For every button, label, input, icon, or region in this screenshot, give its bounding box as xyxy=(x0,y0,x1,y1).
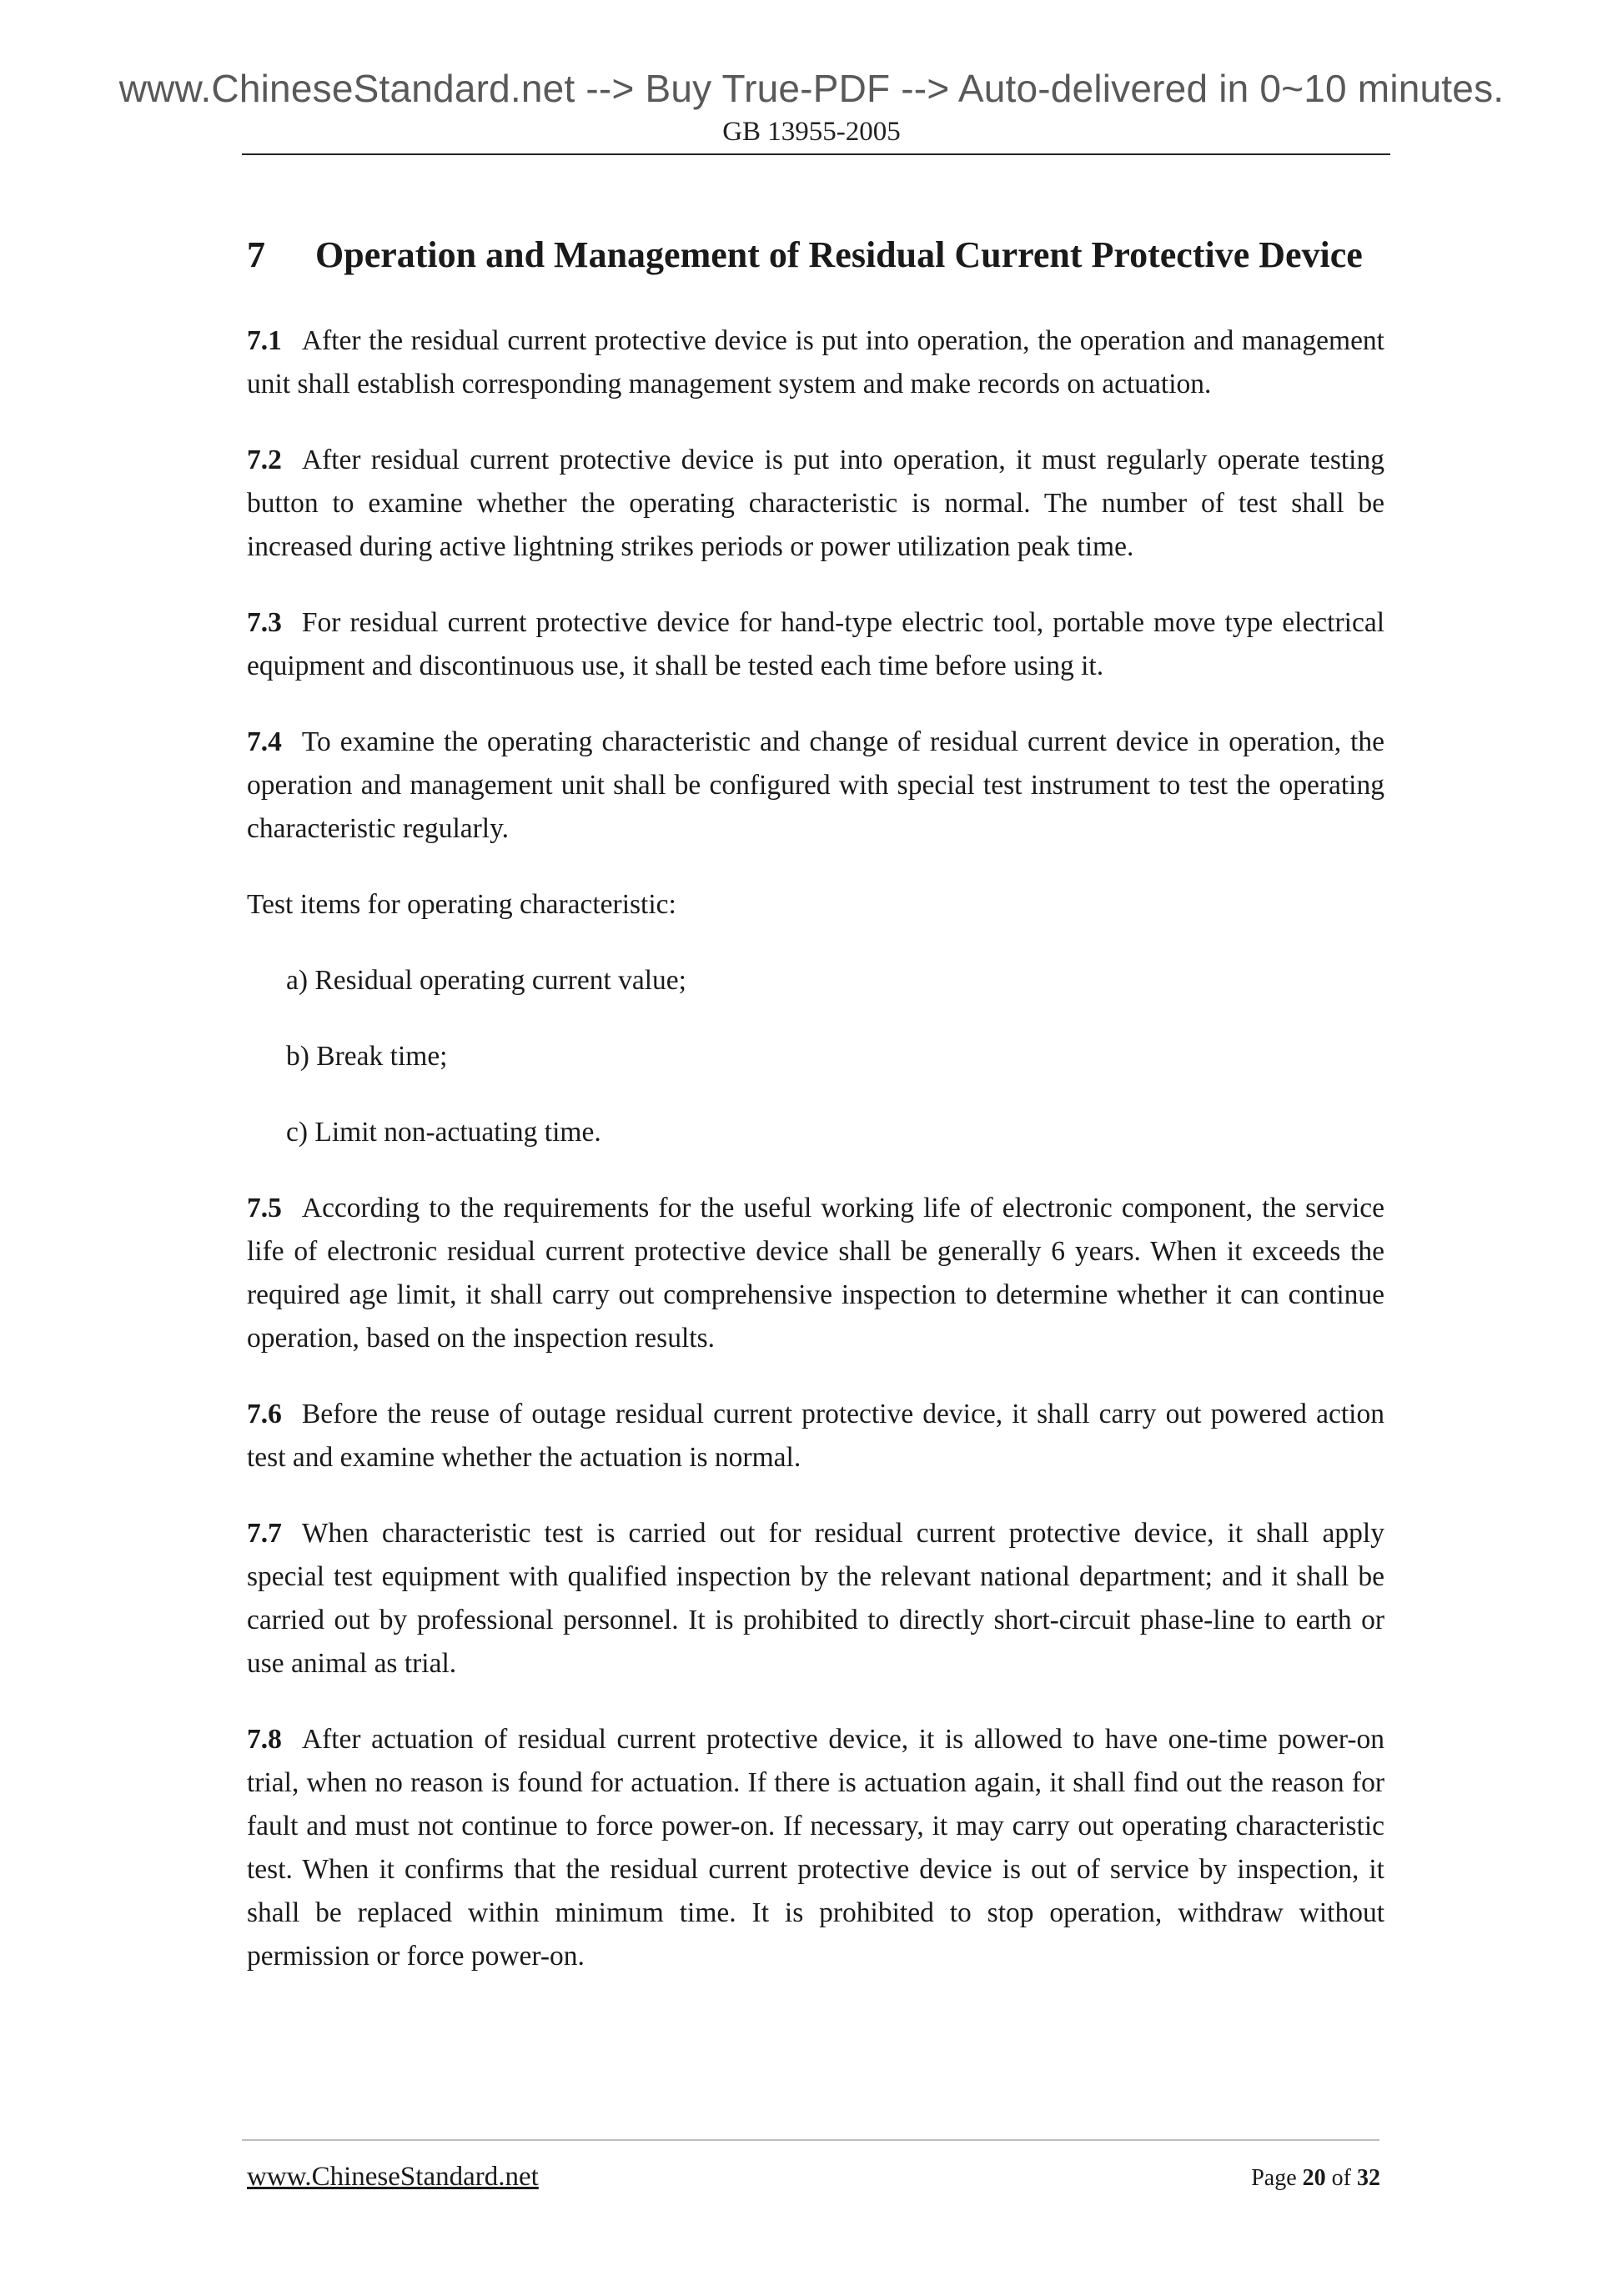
standard-code: GB 13955-2005 xyxy=(722,117,901,147)
clause-number: 7.2 xyxy=(247,445,282,475)
clause-text: Before the reuse of outage residual current protective device, it shall carry out powered action test and examine whether the actuation is normal. xyxy=(247,1399,1384,1473)
clause-number: 7.5 xyxy=(247,1193,282,1223)
page-label: Page xyxy=(1251,2165,1297,2191)
header-divider xyxy=(242,153,1390,155)
clause-number: 7.3 xyxy=(247,607,282,638)
clause-number: 7.1 xyxy=(247,325,282,356)
section-title: Operation and Management of Residual Current Protective Device xyxy=(315,234,1363,275)
clause-text: When characteristic test is carried out for residual current protective device, it shall apply special test equipment with qualified inspection by the relevant national department; and it shall be carried out by professional personnel. It is prohibited to directly short-circuit phase-line to earth or use animal as trial. xyxy=(247,1518,1384,1679)
footer-website-link[interactable]: www.ChineseStandard.net xyxy=(247,2162,539,2192)
clause-7-7 xyxy=(247,1512,1384,1686)
test-item: a) Residual operating current value; xyxy=(286,965,686,996)
clause-text: According to the requirements for the useful working life of electronic component, the service life of electronic residual current protective device shall be generally 6 years. When it exceeds the required age limit, it shall carry out comprehensive inspection to determine whether it can continue operation, based on the inspection results. xyxy=(247,1193,1384,1354)
clause-7-2 xyxy=(247,439,1384,569)
page-current: 20 xyxy=(1302,2165,1326,2191)
clause-text: After the residual current protective device is put into operation, the operation and management unit shall establish corresponding management system and make records on actuation. xyxy=(247,325,1384,399)
clause-7-8 xyxy=(247,1718,1384,1978)
clause-number: 7.6 xyxy=(247,1399,282,1429)
section-heading xyxy=(247,213,1384,298)
test-item: b) Break time; xyxy=(286,1041,448,1072)
page-total: 32 xyxy=(1357,2165,1380,2191)
clause-number: 7.7 xyxy=(247,1518,282,1549)
header-banner[interactable]: www.ChineseStandard.net --> Buy True-PDF --> Auto-delivered in 0~10 minutes. xyxy=(118,67,1505,110)
clause-text: After residual current protective device is put into operation, it must regularly operate testing button to examine whether the operating characteristic is normal. The number of test shall be increased during active lightning strikes periods or power utilization peak time. xyxy=(247,445,1384,562)
section-number: 7 xyxy=(247,234,265,275)
clause-text: To examine the operating characteristic and change of residual current device in operation, the operation and management unit shall be configured with special test instrument to test the operating characteristic regularly. xyxy=(247,726,1384,844)
clause-number: 7.4 xyxy=(247,726,282,757)
page-content xyxy=(247,213,1384,2011)
clause-7-6 xyxy=(247,1393,1384,1480)
page-of: of xyxy=(1331,2165,1351,2191)
clause-7-3 xyxy=(247,601,1384,688)
clause-7-4 xyxy=(247,721,1384,851)
test-items-intro: Test items for operating characteristic: xyxy=(247,889,676,920)
clause-number: 7.8 xyxy=(247,1724,282,1755)
footer-divider xyxy=(242,2139,1379,2141)
clause-7-5 xyxy=(247,1187,1384,1360)
clause-7-1 xyxy=(247,319,1384,406)
test-item: c) Limit non-actuating time. xyxy=(286,1117,601,1148)
clause-text: For residual current protective device for hand-type electric tool, portable move type electrical equipment and discontinuous use, it shall be tested each time before using it. xyxy=(247,607,1384,681)
clause-text: After actuation of residual current protective device, it is allowed to have one-time power-on trial, when no reason is found for actuation. If there is actuation again, it shall find out the reason for fault and must not continue to force power-on. If necessary, it may carry out operating characteristic test. When it confirms that the residual current protective device is out of service by inspection, it shall be replaced within minimum time. It is prohibited to stop operation, withdraw without permission or force power-on. xyxy=(247,1724,1384,1972)
page-number xyxy=(1251,2165,1380,2192)
